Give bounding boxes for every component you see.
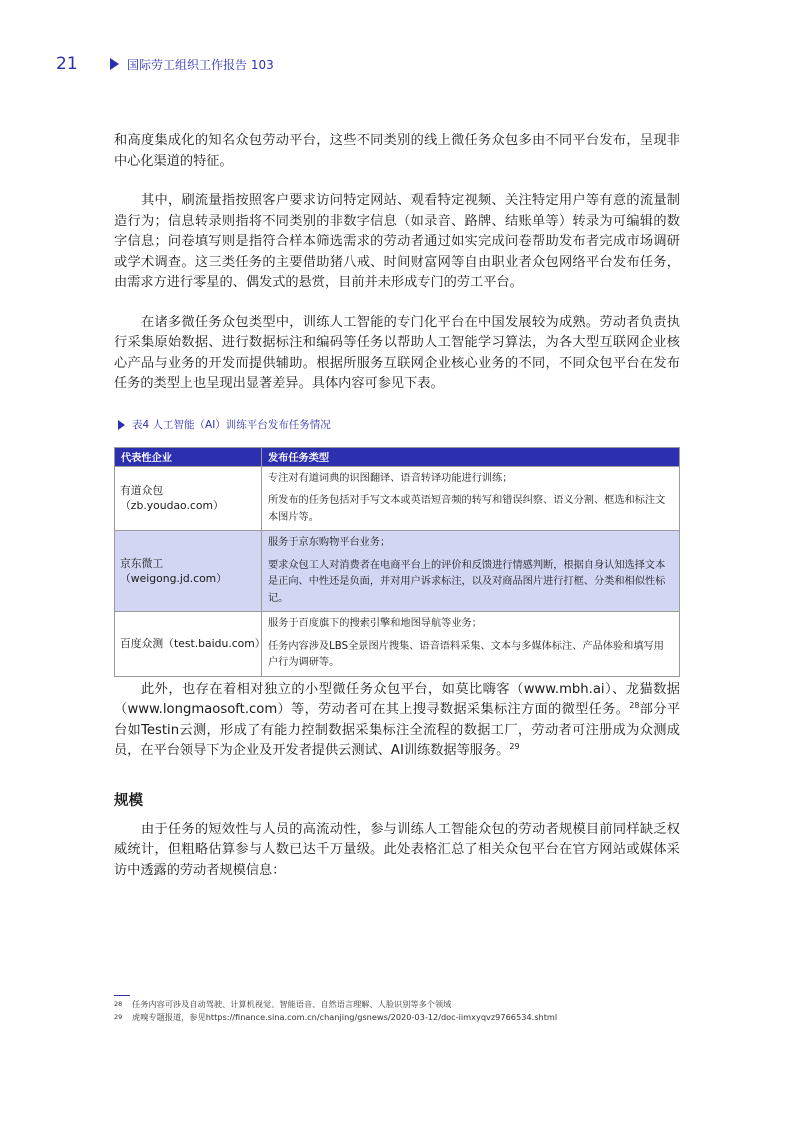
footnotes xyxy=(114,998,714,1024)
paragraph-text: 部分平台如Testin云测，形成了有能力控制数据采集标注全流程的数据工厂，劳动者可注册成为众测成员，在平台领导下为企业及开发者提供云测试、AI训练数据等服务。 xyxy=(114,702,681,758)
page-number: 21 xyxy=(56,54,78,74)
paragraph: 和高度集成化的知名众包劳动平台，这些不同类别的线上微任务众包多由不同平台发布，呈现非中心化渠道的特征。 xyxy=(114,133,680,169)
company-cell: 百度众测（test.baidu.com） xyxy=(115,612,262,677)
table-row xyxy=(115,531,680,612)
company-cell: 京东微工（weigong.jd.com） xyxy=(115,531,262,612)
section-heading: 规模 xyxy=(114,792,143,809)
paragraph-text: 此外，也存在着相对独立的小型微任务众包平台，如莫比嗨客（www.mbh.ai）、龙猫数据（www.longmaosoft.com）等，劳动者可在其上搜寻数据采集标注方面的微型任务。 xyxy=(114,681,680,717)
series-title-text: 国际劳工组织工作报告 103 xyxy=(127,57,274,72)
footnote-text: 任务内容可涉及自动驾驶、计算机视觉、智能语音、自然语言理解、人脸识别等多个领域 xyxy=(132,999,452,1009)
paragraph: 在诸多微任务众包类型中，训练人工智能的专门化平台在中国发展较为成熟。劳动者负责执行采集原始数据、进行数据标注和编码等任务以帮助人工智能学习算法，为各大型互联网企业核心产品与业务的开发而提供辅助。根据所服务互联网企业核心业务的不同，不同众包平台在发布任务的类型上也呈现出显著差异。具体内容可参见下表。 xyxy=(114,314,680,391)
triangle-bullet-icon xyxy=(118,420,125,430)
footnote-divider xyxy=(114,995,130,996)
task-description: 所发布的任务包括对手写文本或英语短音频的转写和错误纠察、语义分割、框选和标注文本图片等。 xyxy=(268,495,666,523)
ai-platform-table xyxy=(114,447,680,677)
task-description: 服务于百度旗下的搜索引擎和地图导航等业务； xyxy=(268,618,482,629)
series-title xyxy=(110,56,274,73)
paragraph: 由于任务的短效性与人员的高流动性，参与训练人工智能众包的劳动者规模目前同样缺乏权威统计，但粗略估算参与人数已达千万量级。此处表格汇总了相关众包平台在官方网站或媒体采访中透露的劳动者规模信息： xyxy=(114,821,680,878)
task-description: 服务于京东购物平台业务； xyxy=(268,537,391,548)
main-content xyxy=(114,131,680,881)
company-cell: 有道众包（zb.youdao.com） xyxy=(115,466,262,531)
column-header-tasks: 发布任务类型 xyxy=(262,447,680,466)
footnote-ref[interactable]: 28 xyxy=(629,701,640,710)
tasks-cell xyxy=(262,466,680,531)
table-header-row xyxy=(115,447,680,466)
table-caption-text: 表4 人工智能（AI）训练平台发布任务情况 xyxy=(132,419,331,431)
footnote xyxy=(114,1011,714,1024)
footnote-mark: 28 xyxy=(114,1000,123,1008)
footnote-text[interactable]: 虎嗅专题报道，参见https://finance.sina.com.cn/chanjing/gsnews/2020-03-12/doc-iimxyqvz9766534.shtml xyxy=(132,1012,558,1022)
table-row xyxy=(115,612,680,677)
footnote xyxy=(114,998,714,1011)
task-description: 任务内容涉及LBS全景图片搜集、语音语料采集、文本与多媒体标注、产品体验和填写用户行为调研等。 xyxy=(268,640,664,668)
tasks-cell xyxy=(262,612,680,677)
footnote-ref[interactable]: 29 xyxy=(509,742,520,751)
tasks-cell xyxy=(262,531,680,612)
task-description: 专注对有道词典的识图翻译、语音转译功能进行训练； xyxy=(268,472,513,484)
page-header xyxy=(56,52,274,76)
triangle-bullet-icon xyxy=(110,58,119,70)
footnote-mark: 29 xyxy=(114,1013,123,1021)
paragraph xyxy=(114,680,680,762)
paragraph: 其中，刷流量指按照客户要求访问特定网站、观看特定视频、关注特定用户等有意的流量制造行为；信息转录则指将不同类别的非数字信息（如录音、路牌、结账单等）转录为可编辑的数字信息；问卷填写则是指符合样本筛选需求的劳动者通过如实完成问卷帮助发布者完成市场调研或学术调查。这三类任务的主要借助猪八戒、时间财富网等自由职业者众包网络平台发布任务，由需求方进行零星的、偶发式的悬赏，目前并未形成专门的劳工平台。 xyxy=(114,193,680,290)
column-header-company: 代表性企业 xyxy=(115,447,262,466)
table-caption xyxy=(118,417,680,433)
table-row xyxy=(115,466,680,531)
task-description: 要求众包工人对消费者在电商平台上的评价和反馈进行情感判断，根据自身认知选择文本是正向、中性还是负面，并对用户诉求标注，以及对商品图片进行打框、分类和相似性标记。 xyxy=(268,559,666,604)
